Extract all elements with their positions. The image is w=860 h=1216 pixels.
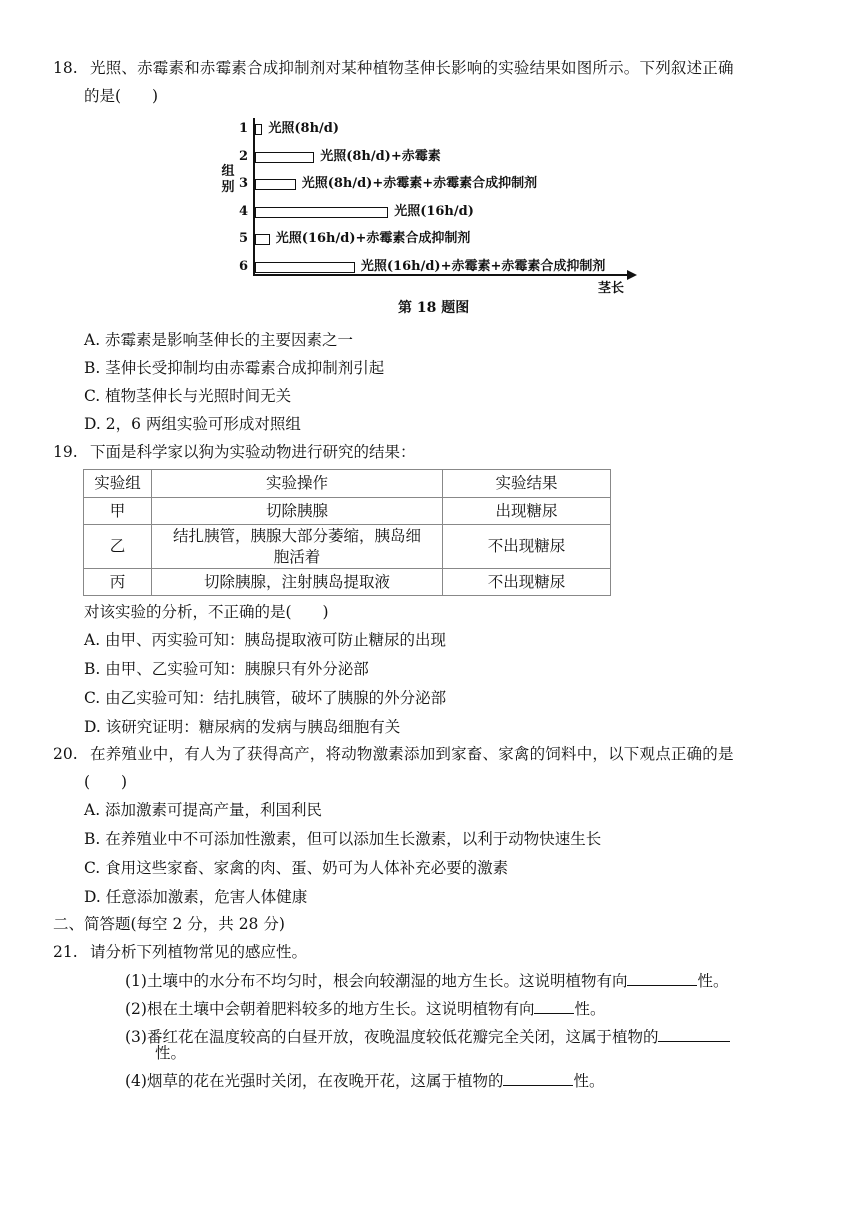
q19-table — [83, 469, 611, 596]
q19-option-c: C. 由乙实验可知：结扎胰管，破坏了胰腺的外分泌部 — [84, 689, 447, 707]
table-header: 实验组 — [84, 470, 152, 498]
q21-number: 21. — [53, 943, 78, 961]
table-cell-result: 出现糖尿 — [443, 498, 611, 525]
table-cell-operation: 切除胰腺，注射胰岛提取液 — [152, 569, 443, 596]
q19-number: 19. — [53, 443, 78, 461]
chart-bar — [255, 124, 262, 135]
q21-item-1 — [125, 970, 728, 991]
chart-category-label: 2 — [238, 148, 248, 164]
chart-caption: 第 18 题图 — [398, 300, 470, 316]
table-cell-group: 丙 — [84, 569, 152, 596]
table-cell-result: 不出现糖尿 — [443, 569, 611, 596]
q19-stem: 下面是科学家以狗为实验动物进行研究的结果： — [90, 443, 416, 461]
q21-item-3-suffix: 性。 — [155, 1044, 187, 1062]
chart-xlabel: 茎长 — [598, 281, 625, 296]
q21-item-4-suffix: 性。 — [573, 1072, 605, 1090]
q20-option-d: D. 任意添加激素，危害人体健康 — [84, 888, 308, 906]
table-cell-operation: 切除胰腺 — [152, 498, 443, 525]
chart-bar-label: 光照(8h/d) — [268, 121, 340, 136]
section-heading: 二、简答题(每空 2 分，共 28 分) — [53, 915, 285, 933]
table-cell-result: 不出现糖尿 — [443, 525, 611, 569]
q18-option-d: D. 2，6 两组实验可形成对照组 — [84, 415, 301, 433]
chart-bar-label: 光照(16h/d) — [394, 203, 474, 219]
answer-blank[interactable] — [503, 1070, 573, 1086]
q21-item-1-suffix: 性。 — [697, 972, 729, 990]
q21-item-1-text: (1)土壤中的水分布不均匀时，根会向较潮湿的地方生长。这说明植物有向 — [125, 972, 628, 990]
q20-option-a: A. 添加激素可提高产量，利国利民 — [84, 801, 323, 819]
q21-item-4 — [125, 1070, 604, 1091]
q18-stem-line1: 光照、赤霉素和赤霉素合成抑制剂对某种植物茎伸长影响的实验结果如图所示。下列叙述正确 — [90, 59, 734, 77]
q20-number: 20. — [53, 745, 78, 763]
answer-blank[interactable] — [658, 1026, 730, 1042]
chart-category-label: 3 — [238, 176, 248, 191]
q19-option-b: B. 由甲、乙实验可知：胰腺只有外分泌部 — [84, 660, 369, 678]
q18-number: 18. — [53, 59, 78, 77]
chart-y-axis — [253, 118, 255, 276]
q19-option-a: A. 由甲、丙实验可知：胰岛提取液可防止糖尿的出现 — [84, 631, 447, 649]
q19-question: 对该实验的分析，不正确的是( ) — [84, 603, 329, 621]
q18-option-b: B. 茎伸长受抑制均由赤霉素合成抑制剂引起 — [84, 359, 385, 377]
answer-blank[interactable] — [534, 998, 574, 1014]
chart-ylabel-1: 组 — [221, 164, 235, 179]
chart-bar — [255, 234, 270, 245]
chart-bar-label: 光照(8h/d)+赤霉素+赤霉素合成抑制剂 — [301, 176, 538, 191]
q20-stem-line1: 在养殖业中，有人为了获得高产，将动物激素添加到家畜、家禽的饲料中，以下观点正确的是 — [90, 745, 734, 763]
q20-stem-line2: ( ) — [84, 773, 128, 791]
table-row — [84, 498, 611, 525]
chart-bar-label: 光照(16h/d)+赤霉素+赤霉素合成抑制剂 — [360, 258, 606, 274]
chart-bar — [255, 179, 296, 190]
table-header: 实验操作 — [152, 470, 443, 498]
q21-stem: 请分析下列植物常见的感应性。 — [90, 943, 308, 961]
chart-ylabel-2: 别 — [221, 180, 235, 195]
chart-category-label: 6 — [238, 258, 248, 274]
q21-item-2 — [125, 998, 605, 1019]
chart-bar — [255, 262, 355, 273]
table-row — [84, 525, 611, 569]
q21-item-2-text: (2)根在土壤中会朝着肥料较多的地方生长。这说明植物有向 — [125, 1000, 535, 1018]
chart-x-axis-arrow — [627, 270, 637, 280]
table-header: 实验结果 — [443, 470, 611, 498]
chart-category-label: 4 — [238, 203, 248, 219]
table-header-row — [84, 470, 611, 498]
table-cell-operation-line1: 结扎胰管，胰腺大部分萎缩，胰岛细 — [172, 526, 421, 545]
answer-blank[interactable] — [627, 970, 697, 986]
q18-option-c: C. 植物茎伸长与光照时间无关 — [84, 387, 292, 405]
table-cell-operation — [152, 525, 443, 569]
q18-stem-line2: 的是( ) — [84, 87, 159, 105]
q20-option-b: B. 在养殖业中不可添加性激素，但可以添加生长激素，以利于动物快速生长 — [84, 830, 602, 848]
q19-option-d: D. 该研究证明：糖尿病的发病与胰岛细胞有关 — [84, 718, 401, 736]
q18-option-a: A. 赤霉素是影响茎伸长的主要因素之一 — [84, 331, 354, 349]
table-row — [84, 569, 611, 596]
table-cell-operation-line2: 胞活着 — [273, 547, 321, 566]
chart-bar-label: 光照(8h/d)+赤霉素 — [320, 148, 441, 164]
table-cell-group: 乙 — [84, 525, 152, 569]
chart-bar-label: 光照(16h/d)+赤霉素合成抑制剂 — [275, 231, 471, 246]
q21-item-4-text: (4)烟草的花在光强时关闭，在夜晚开花，这属于植物的 — [125, 1072, 504, 1090]
chart-bar — [255, 207, 388, 218]
chart-category-label: 1 — [238, 121, 248, 136]
q21-item-3 — [125, 1026, 730, 1047]
chart-bar — [255, 152, 314, 163]
q20-option-c: C. 食用这些家畜、家禽的肉、蛋、奶可为人体补充必要的激素 — [84, 859, 509, 877]
q21-item-3-text: (3)番红花在温度较高的白昼开放，夜晚温度较低花瓣完全关闭，这属于植物的 — [125, 1028, 659, 1046]
q21-item-2-suffix: 性。 — [574, 1000, 606, 1018]
chart-category-label: 5 — [238, 231, 248, 246]
table-cell-group: 甲 — [84, 498, 152, 525]
